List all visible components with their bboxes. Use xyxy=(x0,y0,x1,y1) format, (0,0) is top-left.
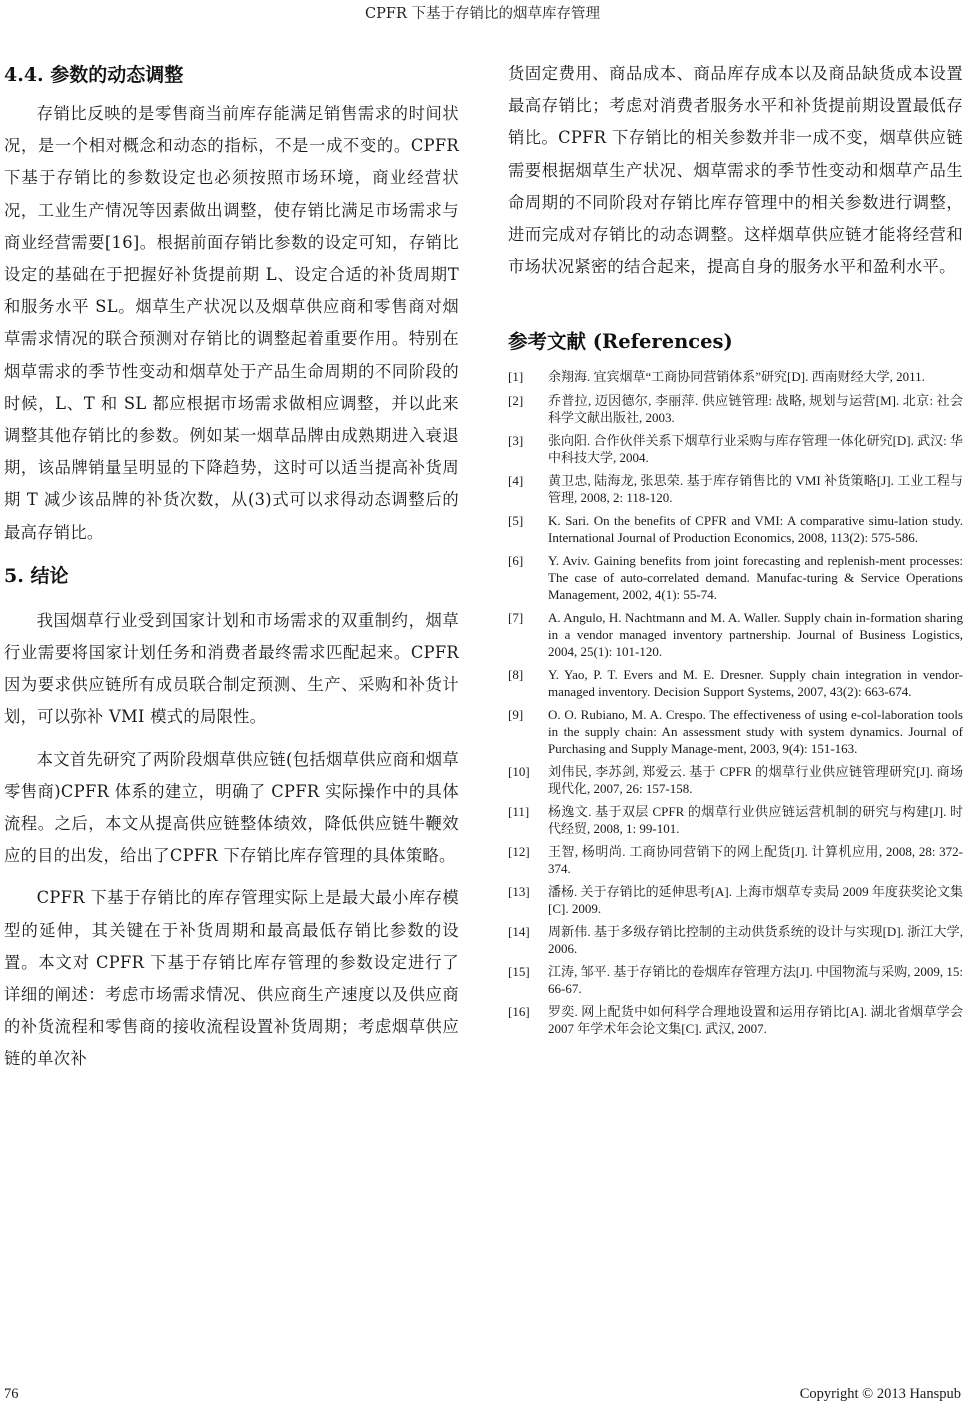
reference-item xyxy=(508,924,963,958)
reference-item xyxy=(508,844,963,878)
reference-list xyxy=(508,369,963,1038)
copyright-notice: Copyright © 2013 Hanspub xyxy=(799,1386,961,1402)
section-4-4-paragraph: 存销比反映的是零售商当前库存能满足销售需求的时间状况，是一个相对概念和动态的指标，不是一成不变的。CPFR 下基于存销比的参数设定也必须按照市场环境，商业经营状况，工业生产情况等因素做出调整，使存销比满足市场需求与商业经营需要[16]。根据前面存销比参数的设定可知，存销比设定的基础在于把握好补货提前期 L、设定合适的补货周期T 和服务水平 SL。烟草生产状况以及烟草供应商和零售商对烟草需求情况的联合预测对存销比的调整起着重要作用。特别在烟草需求的季节性变动和烟草处于产品生命周期的不同阶段的时候，L、T 和 SL 都应根据市场需求做相应调整，并以此来调整其他存销比的参数。例如某一烟草品牌由成熟期进入衰退期，该品牌销量呈明显的下降趋势，这时可以适当提高补货周期 T 减少该品牌的补货次数，从(3)式可以求得动态调整后的最高存销比。 xyxy=(4,104,459,542)
reference-number: [15] xyxy=(508,964,530,980)
reference-number: [2] xyxy=(508,392,524,408)
reference-item xyxy=(508,610,963,660)
reference-number: [1] xyxy=(508,369,524,385)
reference-text: A. Angulo, H. Nachtmann and M. A. Waller. Supply chain in-formation sharing in a vendor managed inventory partnership. Journal of Business Logistics, 2004, 25(1): 101-120. xyxy=(548,609,963,659)
reference-item xyxy=(508,1004,963,1038)
reference-item xyxy=(508,553,963,603)
reference-text: K. Sari. On the benefits of CPFR and VMI: A comparative simu-lation study. International Journal of Production Economics, 2008, 113(2): 575-586. xyxy=(548,513,963,545)
reference-text: Y. Yao, P. T. Evers and M. E. Dresner. Supply chain integration in vendor-managed inventory. Decision Support Systems, 2007, 43(2): 663-674. xyxy=(548,666,963,699)
reference-text: 张向阳. 合作伙伴关系下烟草行业采购与库存管理一体化研究[D]. 武汉: 华中科技大学, 2004. xyxy=(548,432,963,465)
reference-number: [5] xyxy=(508,513,524,528)
section-4-4-heading: 4.4. 参数的动态调整 xyxy=(4,64,184,86)
reference-number: [13] xyxy=(508,884,530,900)
conclusion-paragraph-3-continued: 货固定费用、商品成本、商品库存成本以及商品缺货成本设置最高存销比；考虑对消费者服务水平和补货提前期设置最低存销比。CPFR 下存销比的相关参数并非一成不变，烟草供应链需要根据烟草生产状况、烟草需求的季节性变动和烟草产品生命周期的不同阶段对存销比库存管理中的相关参数进行调整，进而完成对存销比的动态调整。这样烟草供应链才能将经营和市场状况紧密的结合起来，提高自身的服务水平和盈利水平。 xyxy=(508,64,963,277)
reference-item xyxy=(508,667,963,701)
reference-number: [16] xyxy=(508,1004,530,1020)
reference-number: [9] xyxy=(508,706,524,722)
reference-number: [7] xyxy=(508,609,524,625)
reference-number: [14] xyxy=(508,924,530,940)
reference-number: [11] xyxy=(508,803,530,819)
conclusion-paragraph-2: 本文首先研究了两阶段烟草供应链(包括烟草供应商和烟草零售商)CPFR 体系的建立，明确了 CPFR 实际操作中的具体流程。之后，本文从提高供应链整体绩效，降低供应链牛鞭效应的目的出发，给出了CPFR 下存销比库存管理的具体策略。 xyxy=(4,749,459,866)
reference-number: [8] xyxy=(508,666,524,682)
reference-text: 潘杨. 关于存销比的延伸思考[A]. 上海市烟草专卖局 2009 年度获奖论文集[C]. 2009. xyxy=(548,884,963,916)
reference-item xyxy=(508,393,963,427)
reference-text: 王智, 杨明尚. 工商协同营销下的网上配货[J]. 计算机应用, 2008, 28: 372-374. xyxy=(548,844,963,876)
conclusion-paragraph-1: 我国烟草行业受到国家计划和市场需求的双重制约，烟草行业需要将国家计划任务和消费者最终需求匹配起来。CPFR 因为要求供应链所有成员联合制定预测、生产、采购和补货计划，可以弥补 VMI 模式的局限性。 xyxy=(4,610,459,727)
left-column xyxy=(4,58,459,1076)
reference-item xyxy=(508,369,963,386)
reference-number: [6] xyxy=(508,553,524,569)
reference-text: 江涛, 邹平. 基于存销比的卷烟库存管理方法[J]. 中国物流与采购, 2009, 15: 66-67. xyxy=(548,964,963,997)
reference-number: [3] xyxy=(508,432,524,448)
reference-item xyxy=(508,764,963,798)
reference-text: 周新伟. 基于多级存销比控制的主动供货系统的设计与实现[D]. 浙江大学, 2006. xyxy=(548,924,963,957)
reference-item xyxy=(508,804,963,838)
reference-text: 刘伟民, 李苏剑, 郑爱云. 基于 CPFR 的烟草行业供应链管理研究[J]. 商场现代化, 2007, 26: 157-158. xyxy=(548,763,963,796)
references-heading: 参考文献 (References) xyxy=(508,330,733,354)
reference-item xyxy=(508,513,963,547)
reference-text: 余翔海. 宜宾烟草“工商协同营销体系”研究[D]. 西南财经大学, 2011. xyxy=(548,369,925,385)
reference-text: O. O. Rubiano, M. A. Crespo. The effectiveness of using e-col-laboration tools in the supply chain: An assessment study with system dynamics. Journal of Purchasing and Supply Manage-ment, 2003, 9(4): 151-163. xyxy=(548,706,963,756)
reference-item xyxy=(508,884,963,918)
reference-text: 罗奕. 网上配货中如何科学合理地设置和运用存销比[A]. 湖北省烟草学会 2007 年学术年会论文集[C]. 武汉, 2007. xyxy=(548,1004,963,1037)
reference-item xyxy=(508,707,963,757)
section-5-heading: 5. 结论 xyxy=(4,564,69,587)
reference-item xyxy=(508,964,963,998)
reference-number: [12] xyxy=(508,844,530,860)
reference-number: [4] xyxy=(508,472,524,488)
reference-text: 乔普拉, 迈因德尔, 李丽萍. 供应链管理: 战略, 规划与运营[M]. 北京: 社会科学文献出版社, 2003. xyxy=(548,392,963,425)
reference-text: 黄卫忠, 陆海龙, 张思荣. 基于库存销售比的 VMI 补货策略[J]. 工业工程与管理, 2008, 2: 118-120. xyxy=(548,472,963,505)
conclusion-paragraph-3: CPFR 下基于存销比的库存管理实际上是最大最小库存模型的延伸，其关键在于补货周期和最高最低存销比参数的设置。本文对 CPFR 下基于存销比库存管理的参数设定进行了详细的阐述：考虑市场需求情况、供应商生产速度以及供应商的补货流程和零售商的接收流程设置补货周期；考虑烟草供应链的单次补 xyxy=(4,888,459,1069)
reference-text: Y. Aviv. Gaining benefits from joint forecasting and replenish-ment processes: The case of auto-correlated demand. Manufac-turing & Service Operations Management, 2002, 4(1): 55-74. xyxy=(548,553,963,602)
reference-number: [10] xyxy=(508,763,530,779)
reference-text: 杨逸文. 基于双层 CPFR 的烟草行业供应链运营机制的研究与构建[J]. 时代经贸, 2008, 1: 99-101. xyxy=(548,803,963,836)
reference-item xyxy=(508,473,963,507)
right-column xyxy=(508,58,963,1045)
reference-item xyxy=(508,433,963,467)
running-header: CPFR 下基于存销比的烟草库存管理 xyxy=(365,6,600,22)
page-number: 76 xyxy=(4,1386,19,1402)
